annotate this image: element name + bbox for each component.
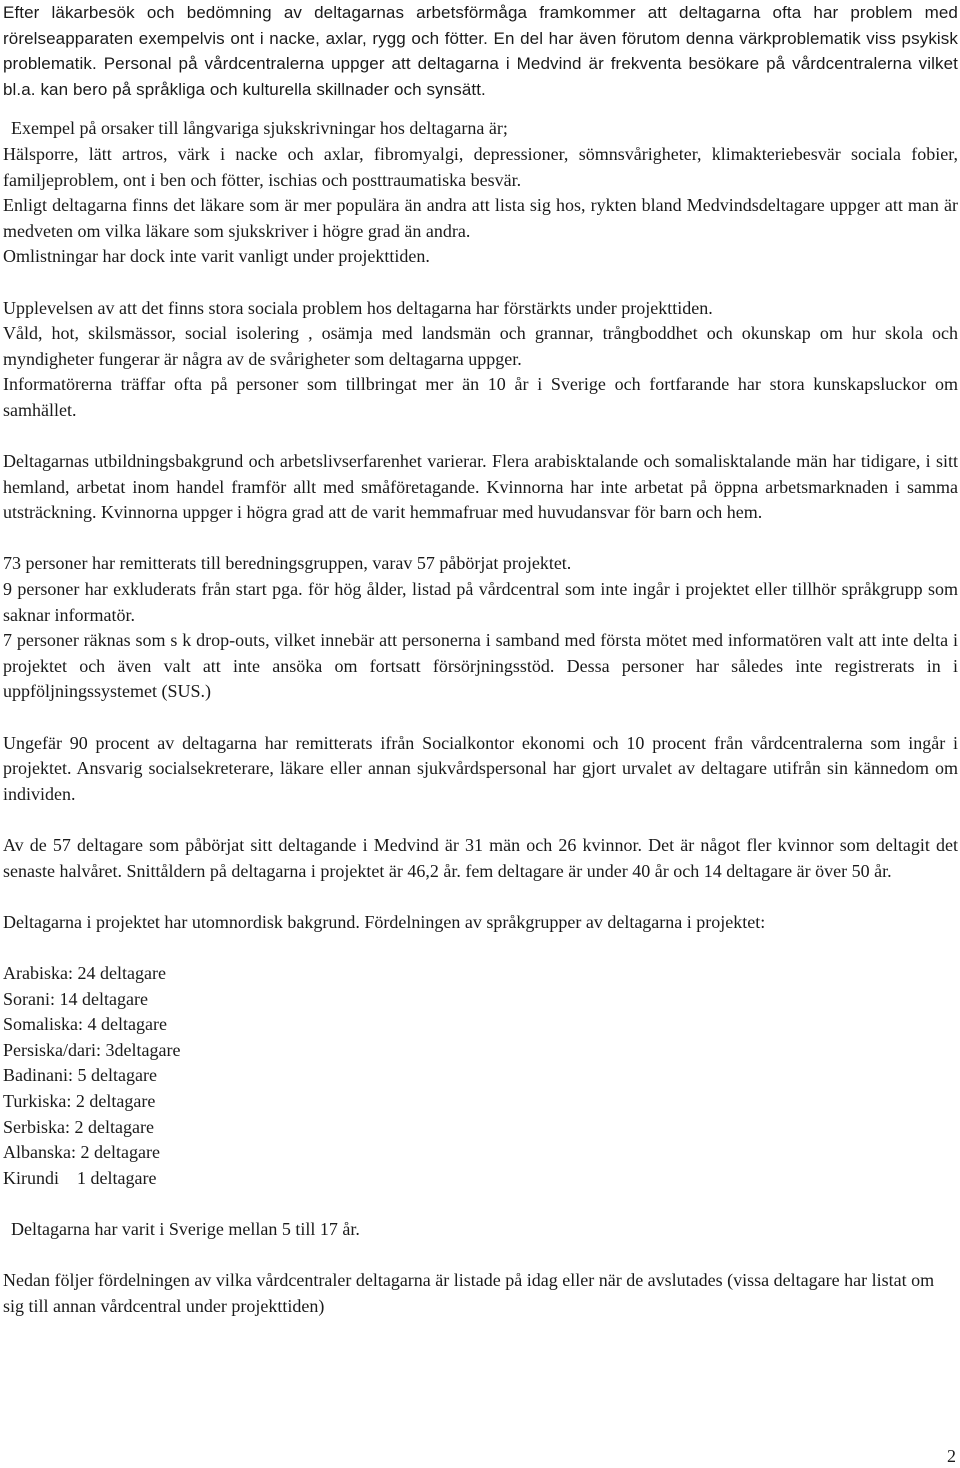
spacer: [3, 526, 958, 552]
demographics-paragraph: Av de 57 deltagare som påbörjat sitt deltagande i Medvind är 31 män och 26 kvinnor. Det är något fler kvinnor som deltagit det senaste halvåret. Snittåldern på deltagarna i projektet är 46,2 år. fem deltagare är under 40 år och 14 deltagare är över 50 år.: [3, 835, 958, 881]
list-item: Turkiska: 2 deltagare: [3, 1090, 156, 1111]
spacer: [3, 935, 958, 961]
list-item: Sorani: 14 deltagare: [3, 988, 148, 1009]
list-item: Albanska: 2 deltagare: [3, 1142, 160, 1163]
document-page: [3, 0, 958, 1319]
spacer: [3, 102, 958, 116]
relisting-paragraph: Omlistningar har dock inte varit vanligt under projekttiden.: [3, 246, 430, 267]
page-number: 2: [947, 1446, 956, 1466]
years-in-sweden-paragraph: Deltagarna har varit i Sverige mellan 5 till 17 år.: [11, 1218, 360, 1239]
list-item: Somaliska: 4 deltagare: [3, 1014, 167, 1035]
spacer: [3, 424, 958, 450]
spacer: [3, 884, 958, 910]
list-item: Badinani: 5 deltagare: [3, 1065, 157, 1086]
spacer: [3, 1191, 958, 1217]
remitted-paragraph: 73 personer har remitterats till beredningsgruppen, varav 57 påbörjat projektet.: [3, 553, 572, 574]
doctors-paragraph: Enligt deltagarna finns det läkare som är mer populära än andra att lista sig hos, rykten bland Medvindsdeltagare uppger att man är medveten om vilka läkare som sjukskriver i högre grad än andra.: [3, 195, 958, 241]
education-paragraph: Deltagarnas utbildningsbakgrund och arbetslivserfarenhet varierar. Flera arabisktalande och somalisktalande män har tidigare, i sitt hemland, arbetat inom handel framför allt med småföretagande. Kvinnorna har inte arbetat på öppna arbetsmarknaden i samma utsträckning. Kvinnorna uppger i högra grad att de varit hemmafruar med huvudansvar för barn och hem.: [3, 451, 958, 523]
spacer: [3, 807, 958, 833]
list-item: Kirundi 1 deltagare: [3, 1167, 157, 1188]
list-item: Arabiska: 24 deltagare: [3, 962, 166, 983]
excluded-paragraph: 9 personer har exkluderats från start pga. för hög ålder, listad på vårdcentral som inte ingår i projektet eller tillhör språkgrupp som saknar informatör.: [3, 579, 958, 625]
sick-reasons-list: Hälsporre, lätt artros, värk i nacke och axlar, fibromyalgi, depressioner, sömnsvårigheter, klimakteriebesvär sociala fobier, familjeproblem, ont i ben och fötter, ischias och posttraumatiska besvär.: [3, 143, 958, 190]
dropouts-paragraph: 7 personer räknas som s k drop-outs, vilket innebär att personerna i samband med första mötet med informatören valt att inte delta i projektet och även valt att inte ansöka om fortsatt försörjningsstöd. Dessa personer har således inte registrerats in i uppföljningssystemet (SUS.): [3, 630, 958, 702]
spacer: [3, 270, 958, 296]
list-item: Persiska/dari: 3deltagare: [3, 1039, 181, 1060]
list-item: Serbiska: 2 deltagare: [3, 1116, 154, 1137]
intro-paragraph: Efter läkarbesök och bedömning av deltagarnas arbetsförmåga framkommer att deltagarna ofta har problem med rörelseapparaten exempelvis ont i nacke, axlar, rygg och fötter. En del har även förutom denna värkproblematik viss psykisk problematik. Personal på vårdcentralerna uppger att deltagarna i Medvind är frekventa besökare på vårdcentralerna vilket bl.a. kan bero på språkliga och kulturella skillnader och synsätt.: [3, 3, 958, 99]
language-list: [3, 961, 958, 1191]
spacer: [3, 1243, 958, 1269]
social-problems-paragraph: Upplevelsen av att det finns stora sociala problem hos deltagarna har förstärkts under projekttiden.: [3, 297, 713, 318]
informants-paragraph: Informatörerna träffar ofta på personer som tillbringat mer än 10 år i Sverige och fortfarande har stora kunskapsluckor om samhället.: [3, 374, 958, 420]
spacer: [3, 705, 958, 731]
background-paragraph: Deltagarna i projektet har utomnordisk bakgrund. Fördelningen av språkgrupper av deltagarna i projektet:: [3, 911, 766, 932]
referral-sources-paragraph: Ungefär 90 procent av deltagarna har remitterats ifrån Socialkontor ekonomi och 10 procent från vårdcentralerna som ingår i projektet. Ansvarig socialsekreterare, läkare eller annan sjukvårdspersonal har gjort urvalet av deltagare utifrån sin kännedom om individen.: [3, 732, 958, 804]
sick-reasons-intro: Exempel på orsaker till långvariga sjukskrivningar hos deltagarna är;: [11, 118, 508, 139]
health-centres-paragraph: Nedan följer fördelningen av vilka vårdcentraler deltagarna är listade på idag eller när de avslutades (vissa deltagare har listat om sig till annan vårdcentral under projekttiden): [3, 1270, 935, 1316]
violence-paragraph: Våld, hot, skilsmässor, social isolering , osämja med landsmän och grannar, trångboddhet och okunskap om hur skola och myndigheter fungerar är några av de svårigheter som deltagarna uppger.: [3, 323, 958, 369]
